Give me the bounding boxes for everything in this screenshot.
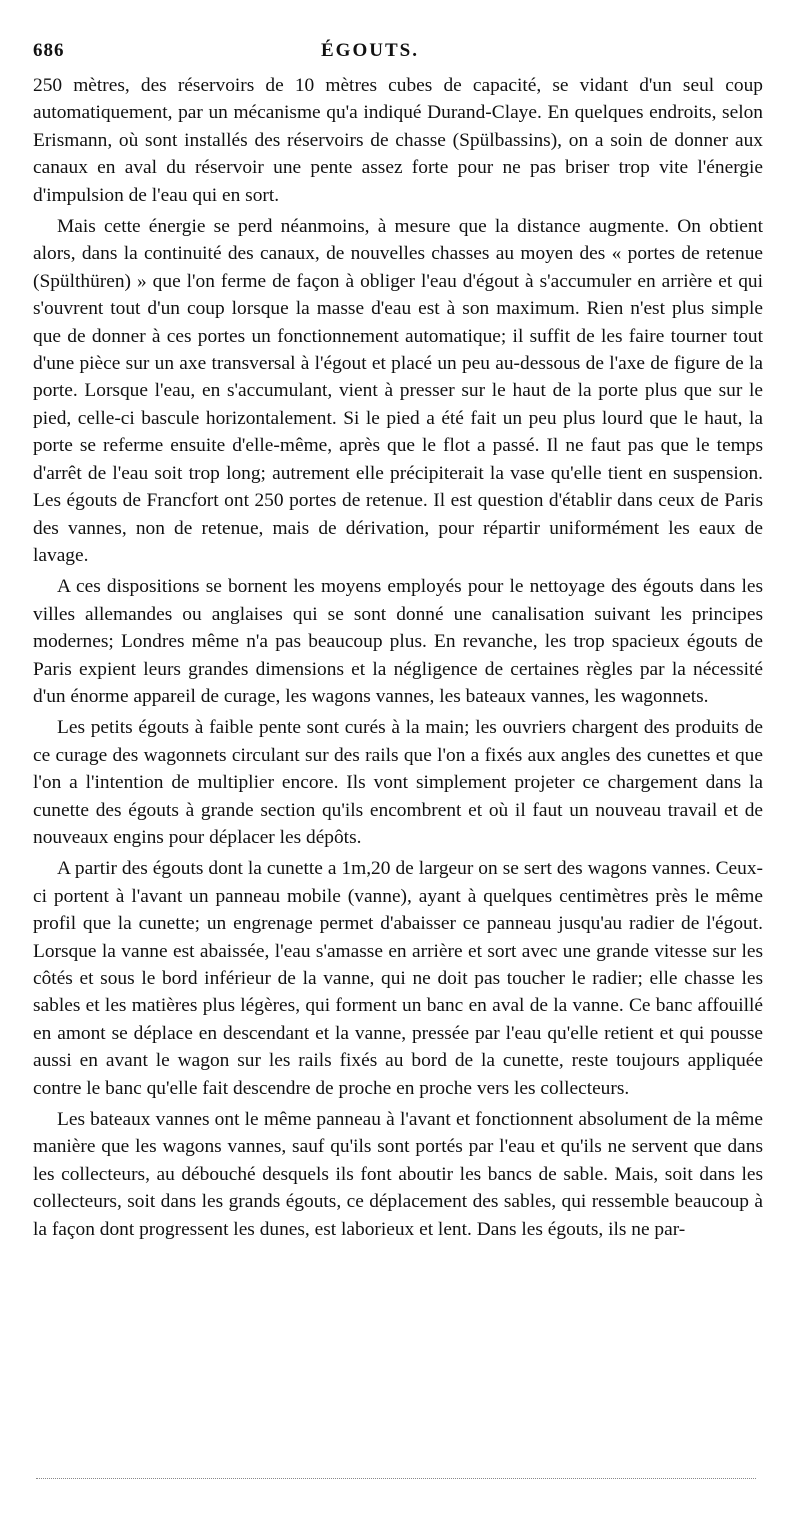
running-title: ÉGOUTS. xyxy=(321,40,419,61)
paragraph: 250 mètres, des réservoirs de 10 mètres cubes de capacité, se vidant d'un seul coup automatiquement, par un mécanisme qu'a indiqué Durand-Claye. En quelques endroits, selon Erismann, où sont installés des réservoirs de chasse (Spülbassins), on a soin de donner aux canaux en aval du réservoir une pente assez forte pour ne pas briser trop vite l'énergie d'impulsion de l'eau qui en sort. xyxy=(33,75,763,206)
paragraph: A ces dispositions se bornent les moyens employés pour le nettoyage des égouts dans les villes allemandes ou anglaises qui se sont donné une canalisation suivant les principes modernes; Londres même n'a pas beaucoup plus. En revanche, les trop spacieux égouts de Paris expient leurs grandes dimensions et la négligence de certaines règles par la nécessité d'un énorme appareil de curage, les wagons vannes, les bateaux vannes, les wagonnets. xyxy=(33,576,763,707)
paragraph: A partir des égouts dont la cunette a 1m,20 de largeur on se sert des wagons vannes. Ceux-ci portent à l'avant un panneau mobile (vanne), ayant à quelques centimètres près le même profil que la cunette; un engrenage permet d'abaisser ce panneau jusqu'au radier de l'égout. Lorsque la vanne est abaissée, l'eau s'amasse en arrière et sort avec une grande vitesse sur les côtés et sous le bord inférieur de la vanne, qui ne doit pas toucher le radier; elle chasse les sables et les matières plus légères, qui forment un banc en aval de la vanne. Ce banc affouillé en amont se déplace en descendant et la vanne, pressée par l'eau qu'elle retient et qui pousse aussi en avant le wagon sur les rails fixés au bord de la cunette, reste toujours appliquée contre le banc qu'elle fait descendre de proche en proche vers les collecteurs. xyxy=(33,858,763,1099)
book-page xyxy=(33,40,763,1247)
paragraph: Les bateaux vannes ont le même panneau à l'avant et fonctionnent absolument de la même manière que les wagons vannes, sauf qu'ils sont portés par l'eau et qu'ils ne servent que dans les collecteurs, au débouché desquels ils font aboutir les bancs de sable. Mais, soit dans les collecteurs, soit dans les grands égouts, ce déplacement des sables, qui ressemble beaucoup à la façon dont progressent les dunes, est laborieux et lent. Dans les égouts, ils ne par- xyxy=(33,1109,763,1240)
body-text xyxy=(33,72,763,1243)
footer-rule xyxy=(36,1478,756,1479)
paragraph: Mais cette énergie se perd néanmoins, à mesure que la distance augmente. On obtient alors, dans la continuité des canaux, de nouvelles chasses au moyen des « portes de retenue (Spülthüren) » que l'on ferme de façon à obliger l'eau d'égout à s'accumuler en arrière et qui s'ouvrent tout d'un coup lorsque la masse d'eau est à son maximum. Rien n'est plus simple que de donner à ces portes un fonctionnement automatique; il suffit de les faire tourner tout d'une pièce sur un axe transversal à l'égout et placé un peu au-dessous de l'axe de figure de la porte. Lorsque l'eau, en s'accumulant, vient à presser sur le haut de la porte plus que sur le pied, celle-ci bascule horizontalement. Si le pied a été fait un peu plus lourd que le haut, la porte se referme ensuite d'elle-même, après que le flot a passé. Il ne faut pas que le temps d'arrêt de l'eau soit trop long; autrement elle précipiterait la vase qu'elle tient en suspension. Les égouts de Francfort ont 250 portes de retenue. Il est question d'établir dans ceux de Paris des vannes, non de retenue, mais de dérivation, pour répartir uniformément les eaux de lavage. xyxy=(33,216,763,566)
page-number: 686 xyxy=(33,40,65,61)
paragraph: Les petits égouts à faible pente sont curés à la main; les ouvriers chargent des produits de ce curage des wagonnets circulant sur des rails que l'on a fixés aux angles des cunettes et que l'on a l'intention de multiplier encore. Ils vont simplement projeter ce chargement dans la cunette des égouts à grande section qu'ils encombrent et où il faut un nouveau travail et de nouveaux engins pour déplacer les dépôts. xyxy=(33,717,763,848)
running-head xyxy=(33,40,763,72)
